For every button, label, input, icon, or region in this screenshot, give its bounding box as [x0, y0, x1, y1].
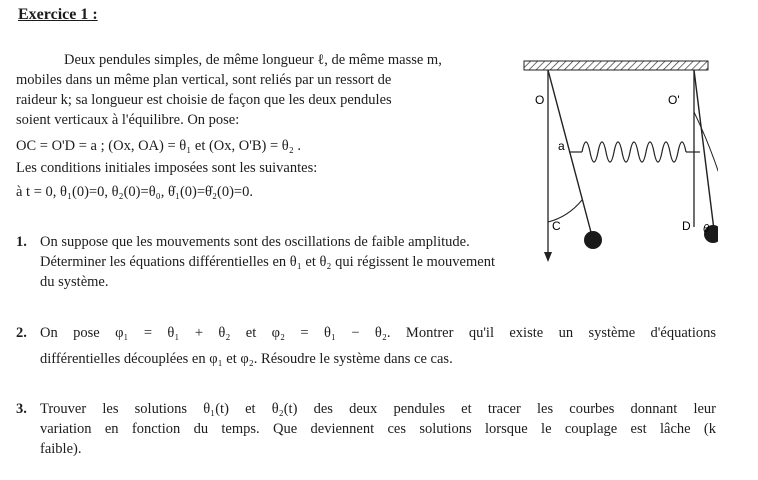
coupled-pendulums-figure [518, 52, 718, 272]
question-text-line-2: variation en fonction du temps. Que deviennent ces solutions lorsque le couplage est lâche (k [40, 421, 716, 437]
question-text-line-3: faible). [40, 441, 82, 457]
intro-line-4: soient verticaux à l'équilibre. On pose: [16, 112, 240, 128]
label-o-prime: O' [668, 93, 680, 107]
question-text: On suppose que les mouvements sont des oscillations de faible amplitude. Déterminer les équations différentielles en θ₁ et θ₂ qui régissent le mouvement du système. [40, 234, 495, 290]
intro-paragraph [16, 50, 511, 202]
ceiling-support [524, 61, 708, 70]
intro-line-3: raideur k; sa longueur est choisie de façon que les deux pendules [16, 92, 392, 108]
intro-line-1: Deux pendules simples, de même longueur ℓ, de même masse m, [64, 52, 442, 68]
intro-definitions: OC = O'D = a ; (Ox, OA) = θ₁ et (Ox, O'B) = θ₂ . [16, 138, 302, 154]
label-d: D [682, 219, 691, 233]
question-text-line-1: Trouver les solutions θ₁(t) et θ₂(t) des deux pendules et tracer les courbes donnant leur [40, 401, 716, 417]
pendulum-bob-left [584, 231, 602, 249]
label-a: a [558, 139, 565, 153]
initial-conditions: à t = 0, θ₁(0)=0, θ₂(0)=θ₀, θ̇₁(0)=θ̇₂(0)=0. [16, 184, 253, 200]
question-text-line-2: différentielles découplées en φ₁ et φ₂. Résoudre le système dans ce cas. [40, 351, 453, 367]
question-2 [16, 323, 716, 369]
intro-line-6: Les conditions initiales imposées sont les suivantes: [16, 160, 318, 176]
exercise-title: Exercice 1 : [18, 6, 98, 23]
spring [569, 142, 700, 162]
axis-arrow-left [544, 252, 552, 262]
question-text-line-1: On pose φ₁ = θ₁ + θ₂ et φ₂ = θ₁ − θ₂. Montrer qu'il existe un système d'équations [40, 325, 716, 341]
question-1 [16, 232, 496, 292]
intro-line-2: mobiles dans un même plan vertical, sont reliés par un ressort de [16, 72, 392, 88]
label-o: O [535, 93, 545, 107]
question-number: 3. [16, 401, 27, 417]
question-number: 1. [16, 234, 27, 250]
label-c: C [552, 219, 561, 233]
question-number: 2. [16, 325, 27, 341]
question-3 [16, 399, 716, 459]
label-theta: θ [703, 223, 709, 235]
